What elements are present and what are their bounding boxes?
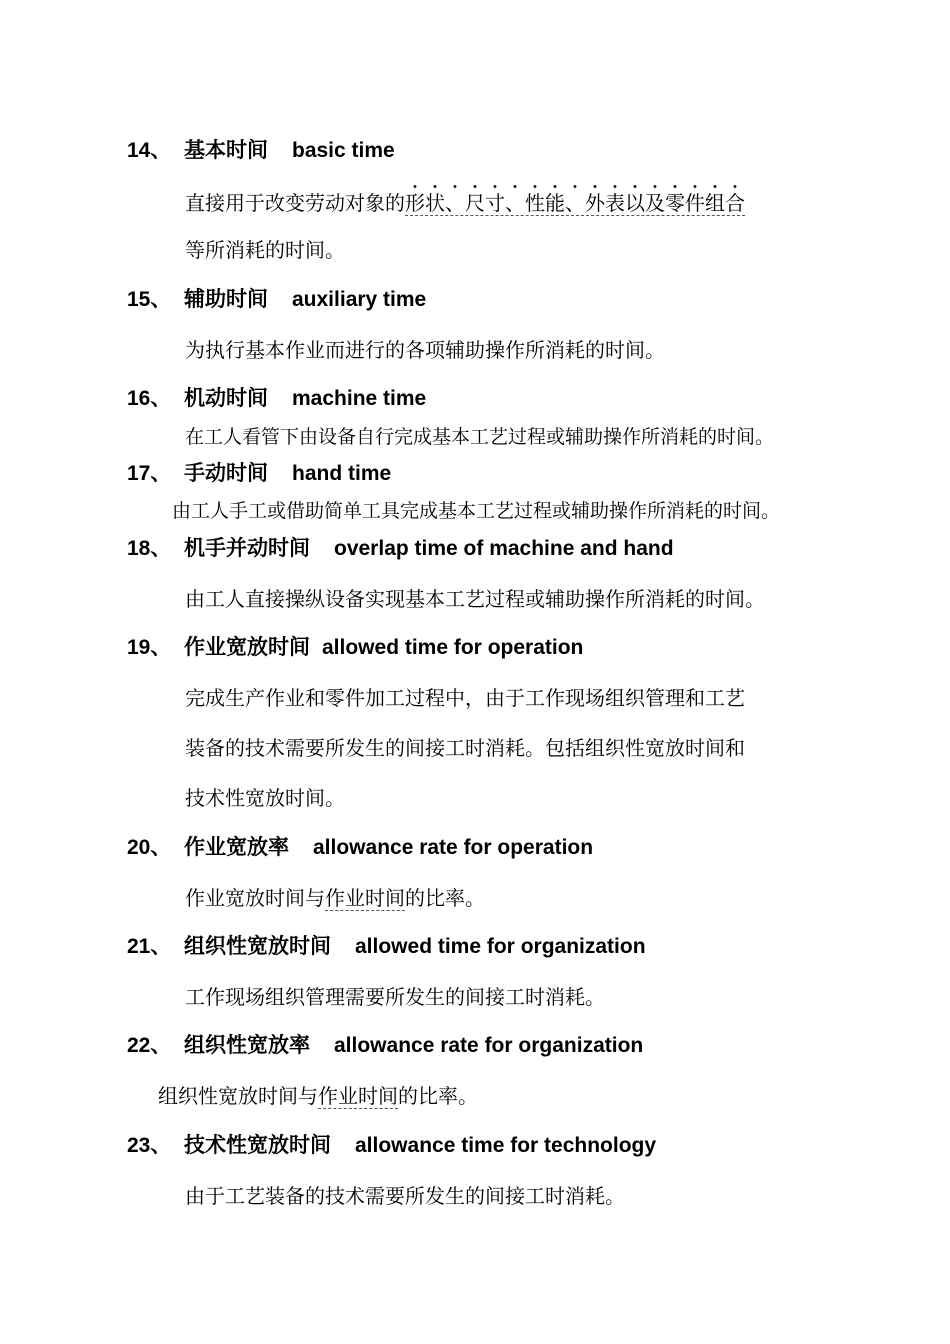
term-definition-14-line2 [185,235,345,265]
term-definition-19-line1: 完成生产作业和零件加工过程中，由于工作现场组织管理和工艺 [185,686,745,710]
term-chinese: 基本时间 [184,139,268,162]
definition-text: 作业宽放时间与 [185,886,325,910]
definition-text: 直接用于改变劳动对象的 [185,191,405,215]
term-number: 18、 [127,537,172,560]
term-number: 19、 [127,636,172,659]
term-heading-23 [127,1131,656,1161]
term-definition-21: 工作现场组织管理需要所发生的间接工时消耗。 [185,985,605,1009]
term-english: machine time [292,387,427,410]
term-english: allowance time for technology [355,1134,657,1157]
term-number: 21、 [127,935,172,958]
term-number: 20、 [127,836,172,859]
definition-text: 组织性宽放时间与 [158,1084,318,1108]
term-definition-19-line3: 技术性宽放时间。 [185,786,345,810]
term-english: allowed time for operation [322,636,584,659]
term-english: allowed time for organization [355,935,646,958]
definition-text: 等所消耗的时间。 [185,238,345,262]
term-number: 22、 [127,1034,172,1057]
cross-reference-link[interactable]: 作业时间 [325,886,405,910]
term-definition-16: 在工人看管下由设备自行完成基本工艺过程或辅助操作所消耗的时间。 [185,426,775,448]
term-english: auxiliary time [292,288,427,311]
term-chinese: 组织性宽放时间 [184,935,331,958]
term-heading-19 [127,633,583,663]
term-definition-15: 为执行基本作业而进行的各项辅助操作所消耗的时间。 [185,338,665,362]
term-definition-17: 由工人手工或借助简单工具完成基本工艺过程或辅助操作所消耗的时间。 [172,500,781,522]
term-chinese: 作业宽放率 [184,836,289,859]
term-english: allowance rate for operation [313,836,594,859]
term-english: basic time [292,139,395,162]
term-chinese: 手动时间 [184,462,268,485]
term-heading-16 [127,384,426,414]
term-chinese: 辅助时间 [184,288,268,311]
term-chinese: 作业宽放时间 [184,636,310,659]
term-heading-14 [127,136,395,166]
term-chinese: 组织性宽放率 [184,1034,310,1057]
term-definition-22 [158,1081,478,1111]
term-definition-23: 由于工艺装备的技术需要所发生的间接工时消耗。 [185,1184,625,1208]
term-heading-15 [127,285,426,315]
term-chinese: 机动时间 [184,387,268,410]
term-heading-22 [127,1031,643,1061]
term-definition-18: 由工人直接操纵设备实现基本工艺过程或辅助操作所消耗的时间。 [185,587,765,611]
term-number: 16、 [127,387,172,410]
term-definition-19-line2: 装备的技术需要所发生的间接工时消耗。包括组织性宽放时间和 [185,736,745,760]
term-number: 15、 [127,288,172,311]
term-english: hand time [292,462,392,485]
term-heading-18 [127,534,674,564]
term-heading-21 [127,932,646,962]
term-heading-17 [127,459,391,489]
cross-reference-link[interactable]: 作业时间 [318,1084,398,1108]
emphasized-text: 形状、尺寸、性能、外表以及零件组合 [405,191,745,215]
term-number: 14、 [127,139,172,162]
term-definition-14 [185,188,745,218]
term-english: allowance rate for organization [334,1034,644,1057]
term-heading-20 [127,833,593,863]
term-number: 23、 [127,1134,172,1157]
term-definition-20 [185,883,485,913]
term-chinese: 技术性宽放时间 [184,1134,331,1157]
term-chinese: 机手并动时间 [184,537,310,560]
definition-text: 的比率。 [398,1084,478,1108]
definition-text: 的比率。 [405,886,485,910]
term-english: overlap time of machine and hand [334,537,674,560]
term-number: 17、 [127,462,172,485]
